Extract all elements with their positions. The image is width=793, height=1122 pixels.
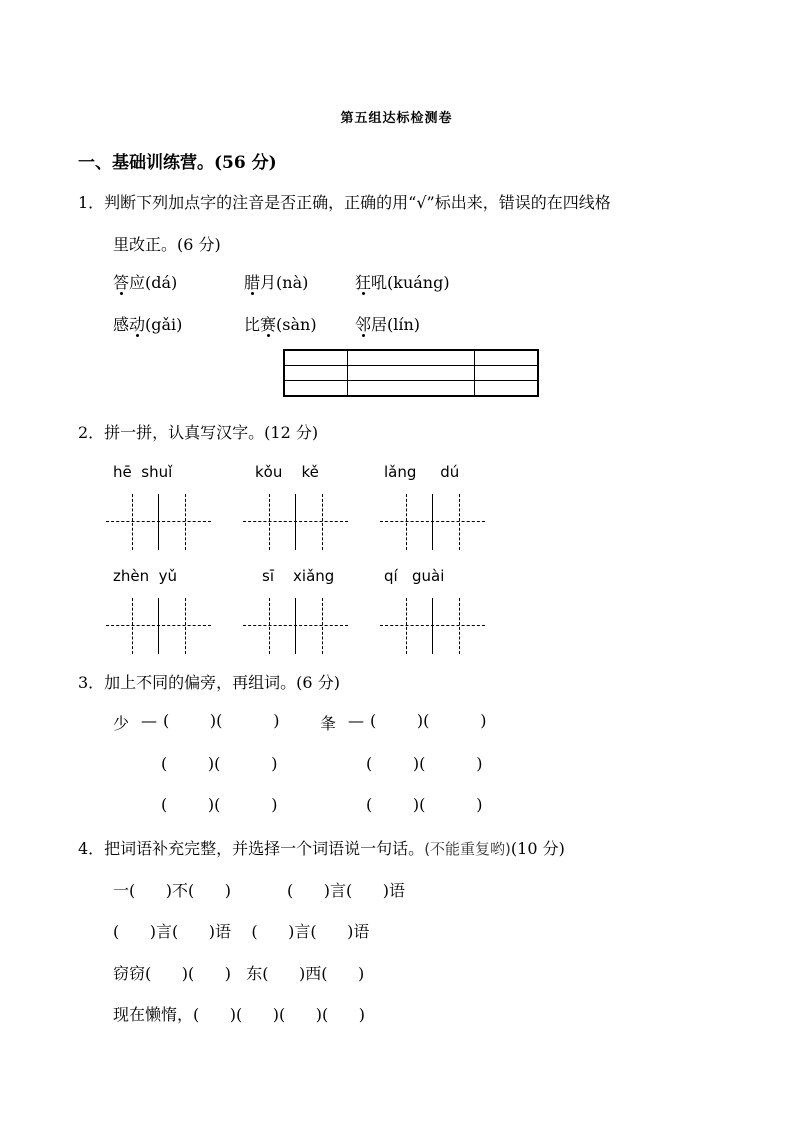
q1-item: 邻居(lín) <box>355 315 421 334</box>
writing-grid[interactable] <box>106 494 211 550</box>
writing-grid[interactable] <box>380 598 485 654</box>
pinyin-label: hē shuǐ <box>113 463 173 481</box>
q3-prompt: 3．加上不同的偏旁，再组词。(6 分) <box>78 673 340 692</box>
four-line-grid[interactable] <box>283 349 539 397</box>
q1-item: 腊月(nà) <box>244 273 309 292</box>
q2-prompt: 2．拼一拼，认真写汉字。(12 分) <box>78 423 319 442</box>
q1-prompt: 1．判断下列加点字的注音是否正确，正确的用“√”标出来，错误的在四线格 <box>78 193 611 212</box>
dotted-char: 答 <box>113 273 130 292</box>
q4-row[interactable]: ( )言( )语 ( )言( )语 <box>113 922 370 941</box>
base-char: 夆 <box>320 714 337 733</box>
fill-blank[interactable]: ( )( ) <box>161 754 278 773</box>
q4-row[interactable]: 窃窃( )( ) 东( )西( ) <box>113 964 365 983</box>
dotted-char: 动 <box>129 315 146 334</box>
q4-prompt: 4．把词语补充完整，并选择一个词语说一句话。(不能重复哟)(10 分) <box>78 839 565 858</box>
writing-grid[interactable] <box>380 494 485 550</box>
dash: — <box>141 711 157 730</box>
q4-row[interactable]: 一( )不( ) ( )言( )语 <box>113 881 405 900</box>
q4-row[interactable]: 现在懒惰，( )( )( )( ) <box>113 1005 366 1024</box>
fill-blank[interactable]: ( )( ) <box>163 711 280 730</box>
pinyin-label: kǒu kě <box>255 463 319 481</box>
dotted-char: 邻 <box>355 315 372 334</box>
q1-prompt-cont: 里改正。(6 分) <box>113 235 221 254</box>
dotted-char: 狂 <box>355 273 372 292</box>
page-title: 第五组达标检测卷 <box>340 111 453 126</box>
q1-item: 感动(gǎi) <box>113 315 183 334</box>
q4-note: (不能重复哟) <box>424 840 511 858</box>
pinyin-label: sī xiǎng <box>262 567 335 585</box>
fill-blank[interactable]: ( )( ) <box>366 795 483 814</box>
dash: — <box>348 711 364 730</box>
pinyin-label: zhèn yǔ <box>113 567 178 585</box>
fill-blank[interactable]: ( )( ) <box>161 795 278 814</box>
dotted-char: 腊 <box>244 273 261 292</box>
writing-grid[interactable] <box>243 494 348 550</box>
base-char: 少 <box>113 714 130 733</box>
q1-item: 比赛(sàn) <box>244 315 317 334</box>
writing-grid[interactable] <box>243 598 348 654</box>
q1-item: 答应(dá) <box>113 273 178 292</box>
fill-blank[interactable]: ( )( ) <box>370 711 487 730</box>
section-heading: 一、基础训练营。(56 分) <box>78 153 277 173</box>
dotted-char: 赛 <box>260 315 277 334</box>
writing-grid[interactable] <box>106 598 211 654</box>
pinyin-label: lǎng dú <box>384 463 460 481</box>
fill-blank[interactable]: ( )( ) <box>366 754 483 773</box>
pinyin-label: qí guài <box>384 567 445 585</box>
q1-item: 狂吼(kuáng) <box>355 273 450 292</box>
